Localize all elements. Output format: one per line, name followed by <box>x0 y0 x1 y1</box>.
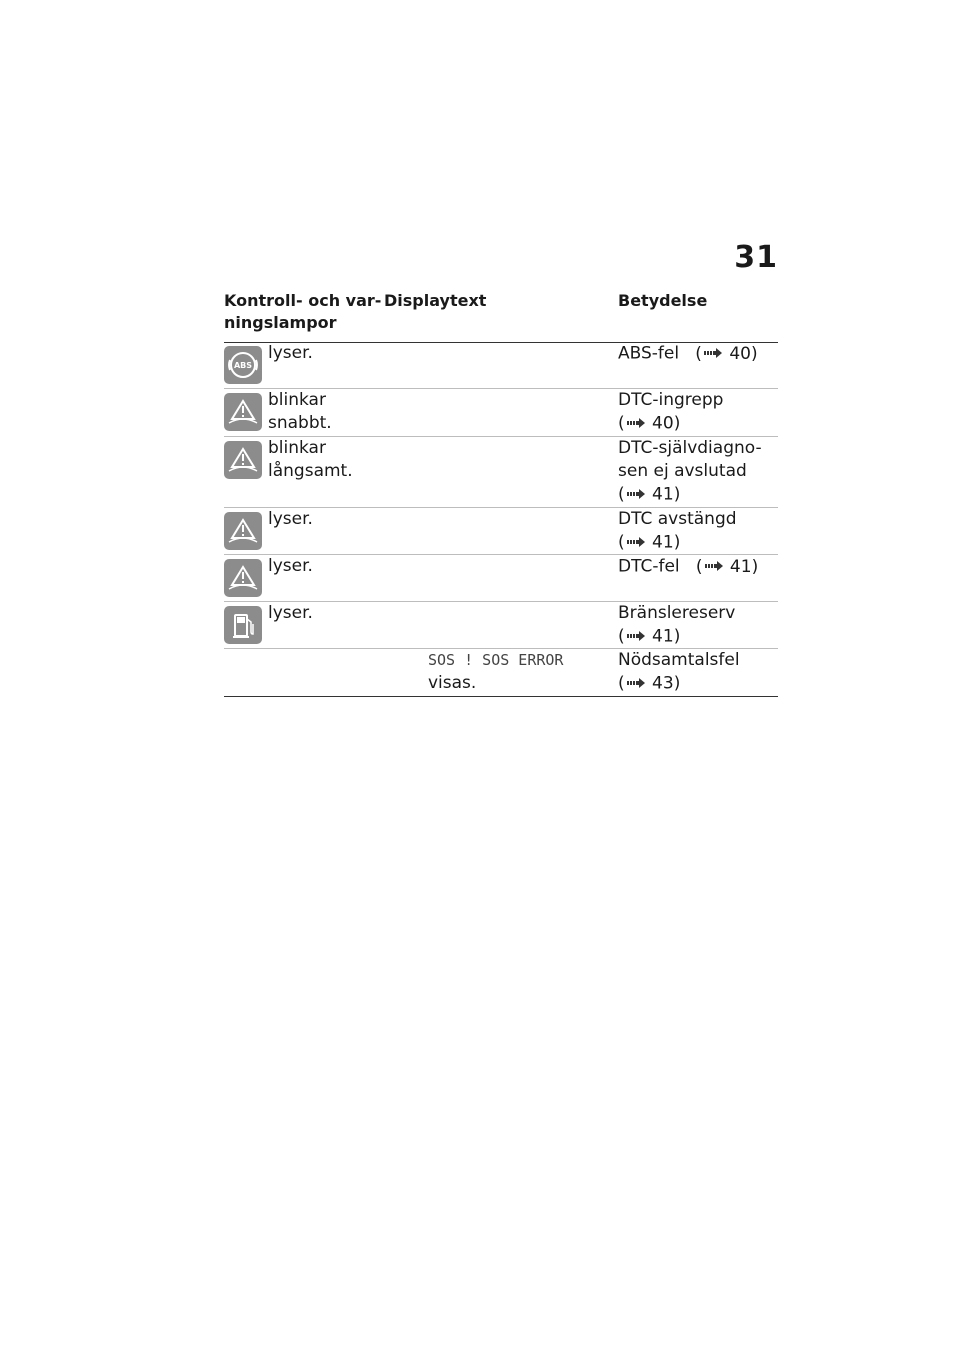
page-reference: ( 41) <box>618 532 681 553</box>
row-display-text <box>428 649 598 695</box>
row-meaning <box>618 342 778 366</box>
table-row <box>224 389 778 437</box>
dtc-off-icon <box>224 512 262 550</box>
dtc-fault-icon <box>224 559 262 597</box>
row-meaning-line-2: sen ej avslutad <box>618 461 747 481</box>
page-ref-number: 41 <box>652 626 674 647</box>
abs-warning-icon <box>224 346 262 384</box>
row-meaning <box>618 649 778 696</box>
row-condition: lyser. <box>268 556 313 576</box>
table-row <box>224 508 778 555</box>
header-meaning: Betydelse <box>618 291 708 310</box>
dtc-warning-icon <box>224 393 262 431</box>
row-condition: lyser. <box>268 343 313 363</box>
header-lamps-text: Kontroll- och var- ningslampor <box>224 291 382 332</box>
header-lamps <box>224 290 384 334</box>
page-ref-arrow-icon <box>627 531 645 554</box>
page-number: 31 <box>734 240 778 275</box>
display-code: SOS ! SOS ERROR <box>428 651 564 669</box>
row-condition: blinkar snabbt. <box>268 390 332 433</box>
row-condition: lyser. <box>268 509 313 529</box>
table-row <box>224 437 778 508</box>
row-meaning-line-1: DTC-självdiagno- <box>618 438 762 458</box>
page-reference: ( 43) <box>618 673 681 694</box>
page-reference: ( 41) <box>685 556 759 577</box>
row-meaning <box>618 437 778 507</box>
page-ref-arrow-icon <box>627 672 645 695</box>
page-ref-number: 41 <box>652 484 674 505</box>
row-meaning-text: DTC-fel <box>618 556 680 577</box>
page-ref-arrow-icon <box>705 555 723 578</box>
page-reference: ( 40) <box>684 343 758 364</box>
page-reference: ( 41) <box>618 484 681 505</box>
row-meaning <box>618 602 778 649</box>
table-row <box>224 602 778 649</box>
row-meaning-text: Nödsamtalsfel <box>618 650 740 670</box>
page-reference: ( 40) <box>618 413 681 434</box>
page-reference: ( 41) <box>618 626 681 647</box>
page-ref-number: 40 <box>652 413 674 434</box>
row-meaning <box>618 555 778 579</box>
fuel-pump-icon <box>224 606 262 644</box>
row-meaning-text: Bränslereserv <box>618 603 736 623</box>
table-row <box>224 649 778 697</box>
row-meaning-text: DTC-ingrepp <box>618 390 724 410</box>
table-header <box>224 290 778 343</box>
header-display: Displaytext <box>384 291 487 310</box>
row-meaning <box>618 389 778 436</box>
page-ref-arrow-icon <box>704 342 722 365</box>
svg-text:ABS: ABS <box>233 361 253 370</box>
page-ref-number: 41 <box>729 556 752 577</box>
table-row <box>224 555 778 602</box>
table-row <box>224 342 778 389</box>
page-ref-arrow-icon <box>627 625 645 648</box>
row-meaning-text: DTC avstängd <box>618 509 737 529</box>
row-condition: lyser. <box>268 603 313 623</box>
display-suffix: visas. <box>428 673 477 693</box>
row-meaning-text: ABS-fel <box>618 343 680 364</box>
dtc-warning-icon <box>224 441 262 479</box>
row-condition: blinkar långsamt. <box>268 438 353 481</box>
page-ref-number: 43 <box>652 673 674 694</box>
page-ref-arrow-icon <box>627 412 645 435</box>
page-ref-number: 41 <box>652 532 674 553</box>
page-ref-arrow-icon <box>627 483 645 506</box>
row-meaning <box>618 508 778 555</box>
page-ref-number: 40 <box>729 343 751 364</box>
